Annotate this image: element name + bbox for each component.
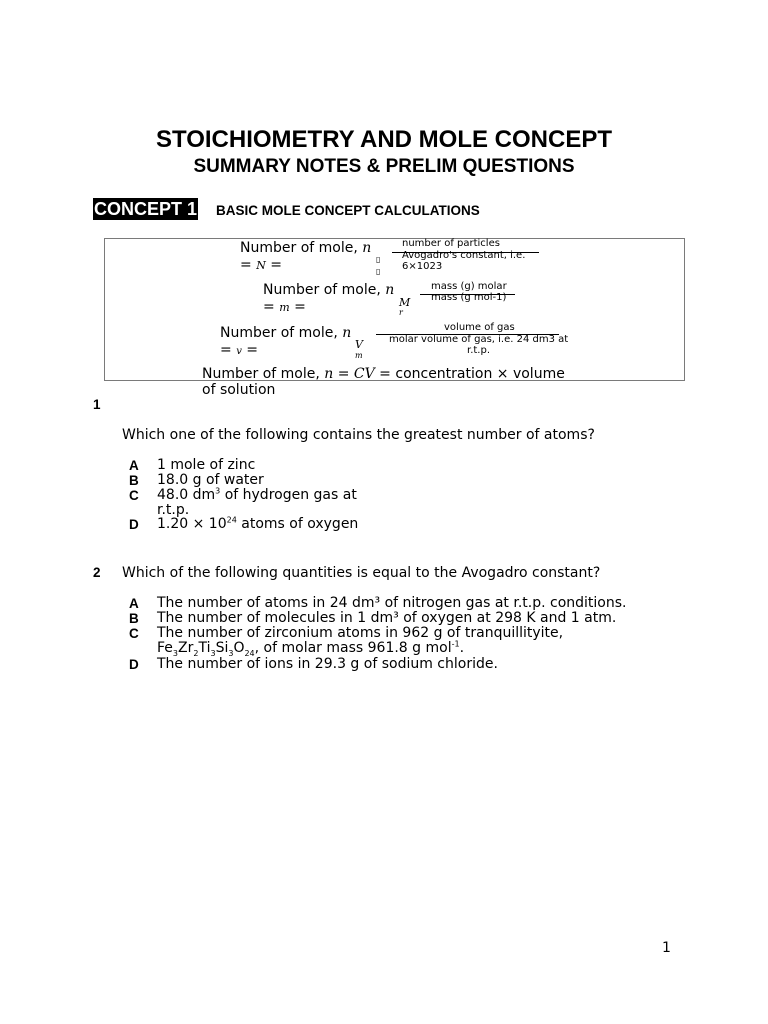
option-text: 48.0 $dm^3$ of hydrogen gas at	[157, 486, 357, 503]
formula-symbol: m	[279, 301, 290, 314]
document-title: STOICHIOMETRY AND MOLE CONCEPT	[155, 126, 613, 153]
formula-var: n	[342, 325, 352, 341]
formula-numerator: mass (g) molar	[431, 281, 507, 292]
option-text-line2: r.t.p.	[157, 502, 190, 518]
formula-den-sub: r	[399, 308, 403, 317]
question-number: 2	[93, 565, 101, 580]
formula-box	[104, 238, 685, 381]
formula-var: n	[385, 282, 395, 298]
formula-line2: of solution	[202, 382, 276, 398]
formula-marker: ▯	[376, 255, 381, 264]
formula-den-symbol: V	[355, 338, 363, 351]
option-letter: A	[129, 458, 139, 473]
formula-denominator: 6×1023	[402, 261, 443, 272]
formula-numerator: volume of gas	[444, 322, 515, 333]
option-text: 18.0 g of water	[157, 472, 264, 488]
option-text: The number of zirconium atoms in 962 g of tranquillityite,	[157, 625, 564, 641]
formula-eq-suffix: =	[265, 257, 282, 273]
option-letter: B	[129, 473, 139, 488]
page-number: 1	[662, 940, 671, 956]
formula-numerator: number of particles	[402, 238, 500, 249]
formula-label: Number of mole,	[263, 282, 386, 298]
option-letter: D	[129, 657, 139, 672]
document-subtitle: SUMMARY NOTES & PRELIM QUESTIONS	[193, 156, 575, 177]
formula-label: Number of mole,	[220, 325, 343, 341]
option-letter: C	[129, 488, 139, 503]
formula-denominator: molar volume of gas, i.e. 24 dm3 at	[389, 334, 569, 345]
question-text: Which one of the following contains the greatest number of atoms?	[122, 427, 595, 443]
formula-denominator: r.t.p.	[467, 345, 490, 356]
option-letter: D	[129, 517, 139, 532]
concept-badge: CONCEPT 1	[94, 199, 198, 219]
option-letter: C	[129, 626, 139, 641]
option-text: The number of ions in 29.3 g of sodium chloride.	[157, 656, 498, 672]
option-text: $1.20 \times 10^{24}$ atoms of oxygen	[157, 515, 359, 532]
formula-den-symbol: M	[399, 296, 411, 309]
formula-label: Number of mole,	[240, 240, 363, 256]
formula-var: n	[362, 240, 372, 256]
question-text: Which of the following quantities is equal to the Avogadro constant?	[122, 565, 601, 581]
formula-symbol: v	[236, 346, 242, 357]
formula-label: Number of mole,	[202, 366, 325, 382]
formula-denominator: Avogadro's constant, i.e.	[402, 250, 526, 261]
formula-eq-prefix: =	[220, 342, 237, 358]
formula-marker: ▯	[376, 267, 381, 276]
option-letter: B	[129, 611, 139, 626]
option-text: 1 mole of zinc	[157, 457, 256, 473]
option-text-line2: $Fe_3Zr_2Ti_3Si_3O_{24}$, of molar mass 961.8 g mol$^{-1}$.	[157, 639, 465, 658]
formula-eq-suffix: =	[289, 299, 306, 315]
formula-expression: n = CV	[324, 366, 375, 382]
formula-eq-prefix: =	[263, 299, 280, 315]
formula-rest: = concentration × volume	[374, 366, 565, 382]
question-number: 1	[93, 397, 101, 412]
option-letter: A	[129, 596, 139, 611]
formula-eq-prefix: =	[240, 257, 257, 273]
formula-symbol: N	[256, 259, 266, 272]
option-text: The number of molecules in 1 dm³ of oxygen at 298 K and 1 atm.	[157, 610, 617, 626]
formula-eq-suffix: =	[241, 342, 259, 358]
formula-den-sub: m	[355, 351, 363, 360]
concept-heading: BASIC MOLE CONCEPT CALCULATIONS	[216, 203, 480, 218]
formula-denominator: mass (g mol-1)	[431, 292, 507, 303]
option-text: The number of atoms in 24 dm³ of nitrogen gas at r.t.p. conditions.	[157, 595, 627, 611]
